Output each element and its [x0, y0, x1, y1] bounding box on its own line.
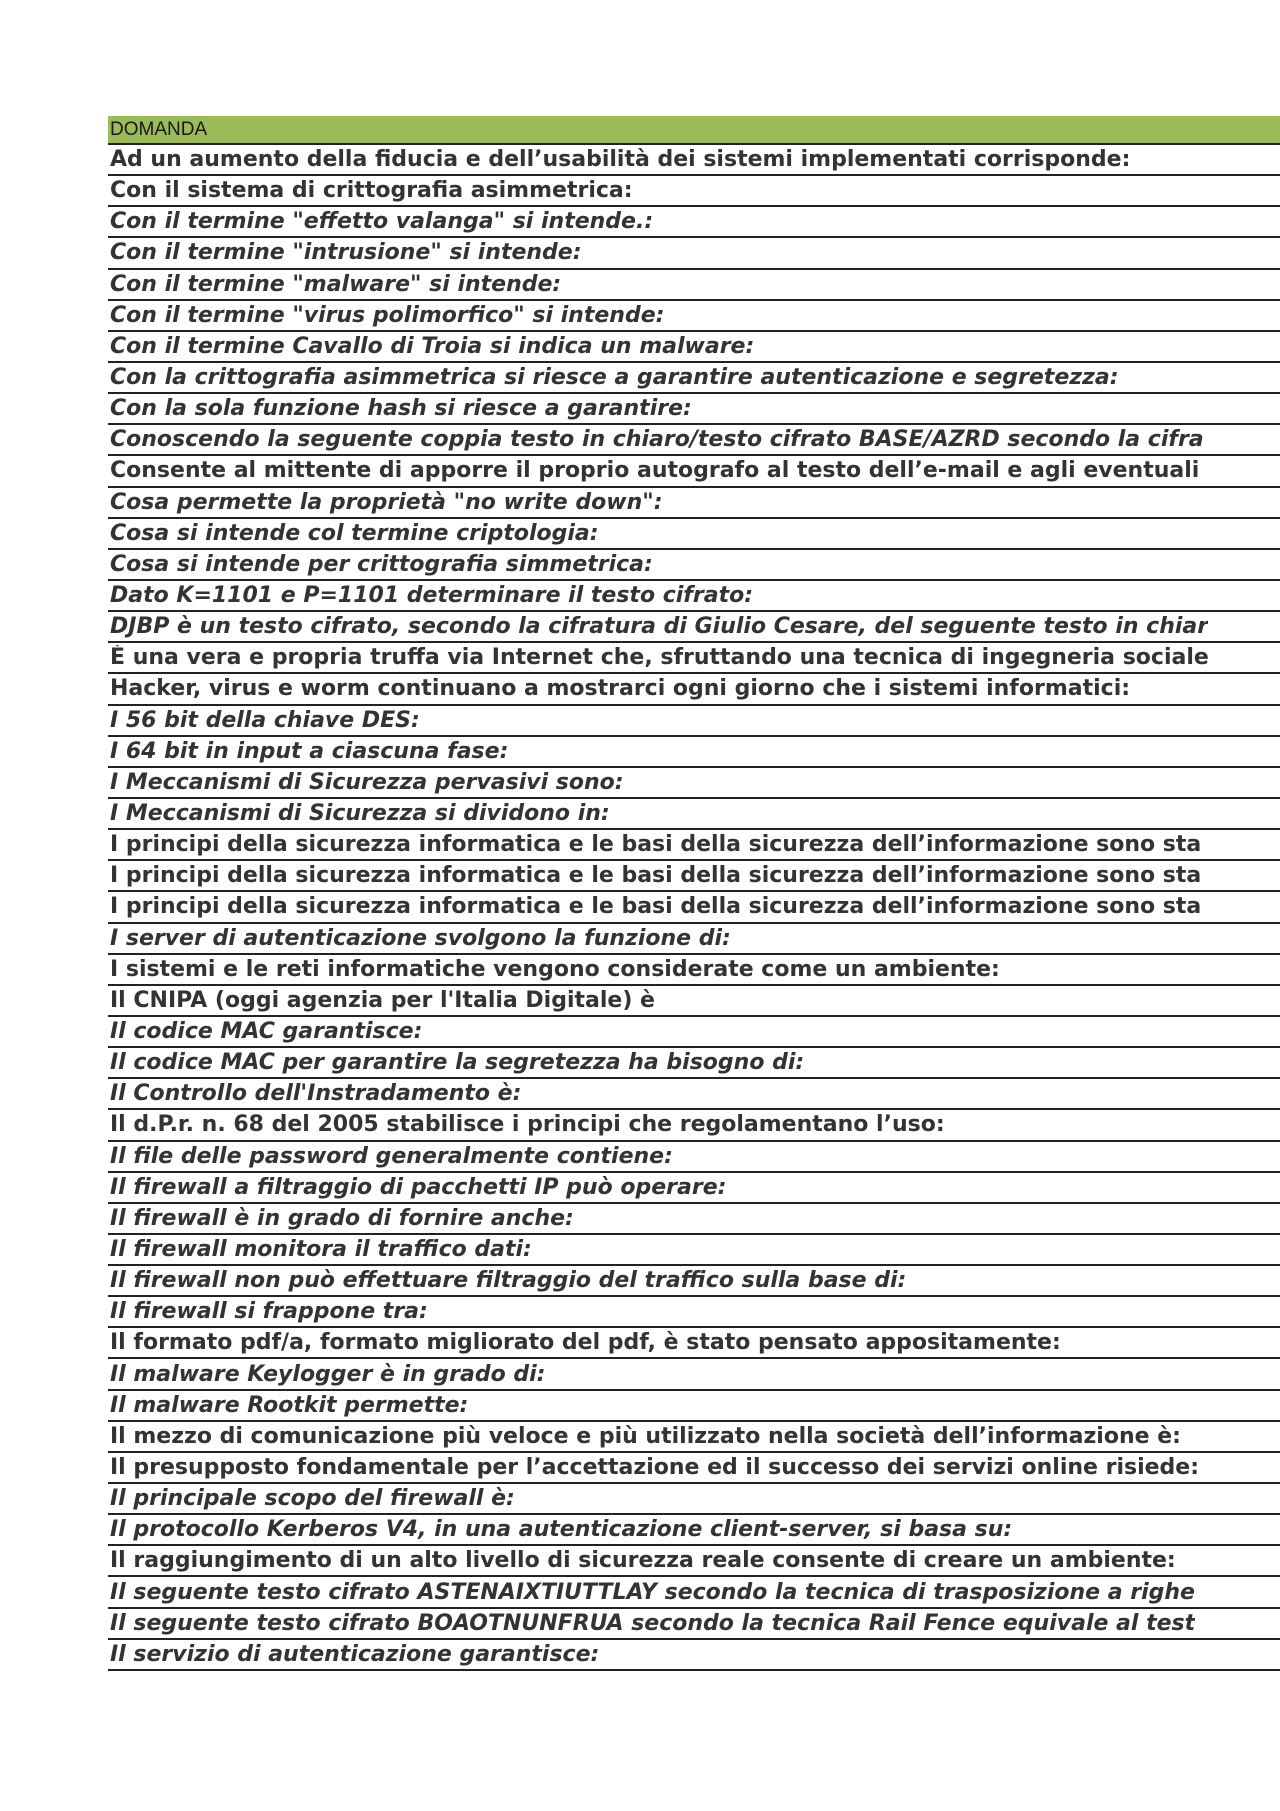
table-row[interactable]	[108, 1328, 1280, 1359]
table-row[interactable]	[108, 1609, 1280, 1640]
question-cell: I principi della sicurezza informatica e le basi della sicurezza dell’informazione sono sta	[110, 894, 1202, 920]
table-row[interactable]	[108, 799, 1280, 830]
question-cell: È una vera e propria truffa via Internet che, sfruttando una tecnica di ingegneria sociale	[110, 645, 1209, 671]
question-cell: Con il termine Cavallo di Troia si indica un malware:	[110, 333, 755, 359]
table-row[interactable]	[108, 176, 1280, 207]
table-row[interactable]	[108, 1515, 1280, 1546]
question-cell: Cosa si intende col termine criptologia:	[110, 520, 599, 546]
table-header	[108, 116, 1280, 145]
table-row[interactable]	[108, 1173, 1280, 1204]
question-cell: Il protocollo Kerberos V4, in una autenticazione client-server, si basa su:	[110, 1517, 1013, 1543]
question-cell: Conoscendo la seguente coppia testo in chiaro/testo cifrato BASE/AZRD secondo la cifra	[110, 427, 1204, 453]
table-row[interactable]	[108, 1204, 1280, 1235]
question-cell: Il formato pdf/a, formato migliorato del pdf, è stato pensato appositamente:	[110, 1330, 1061, 1356]
question-cell: Con il termine "malware" si intende:	[110, 271, 562, 297]
question-cell: Cosa permette la proprietà "no write down":	[110, 489, 663, 515]
table-row[interactable]	[108, 519, 1280, 550]
question-cell: Il Controllo dell'Instradamento è:	[110, 1081, 522, 1107]
table-row[interactable]	[108, 1577, 1280, 1608]
table-row[interactable]	[108, 986, 1280, 1017]
table-row[interactable]	[108, 550, 1280, 581]
table-row[interactable]	[108, 1235, 1280, 1266]
question-cell: Il codice MAC garantisce:	[110, 1019, 423, 1044]
question-cell: Il firewall non può effettuare filtraggio del traffico sulla base di:	[110, 1268, 907, 1294]
table-row[interactable]	[108, 1453, 1280, 1484]
question-cell: I 56 bit della chiave DES:	[110, 707, 420, 733]
header-cell-domanda: DOMANDA	[110, 118, 208, 140]
question-cell: I 64 bit in input a ciascuna fase:	[110, 738, 509, 764]
table-row[interactable]	[108, 924, 1280, 955]
table-row[interactable]	[108, 488, 1280, 519]
table-row[interactable]	[108, 1640, 1280, 1671]
table-row[interactable]	[108, 581, 1280, 612]
question-cell: Il raggiungimento di un alto livello di sicurezza reale consente di creare un ambiente:	[110, 1548, 1176, 1574]
table-row[interactable]	[108, 394, 1280, 425]
table-row[interactable]	[108, 301, 1280, 332]
question-cell: Con il termine "effetto valanga" si intende.:	[110, 209, 654, 235]
question-cell: Il seguente testo cifrato ASTENAIXTIUTTLAY secondo la tecnica di trasposizione a righe	[110, 1579, 1195, 1605]
question-cell: Il codice MAC per garantire la segretezza ha bisogno di:	[110, 1050, 805, 1076]
table-row[interactable]	[108, 1048, 1280, 1079]
table-row[interactable]	[108, 892, 1280, 923]
table-row[interactable]	[108, 1359, 1280, 1390]
table-row[interactable]	[108, 1391, 1280, 1422]
question-cell: I Meccanismi di Sicurezza pervasivi sono:	[110, 769, 624, 795]
table-row[interactable]	[108, 612, 1280, 643]
question-cell: Il servizio di autenticazione garantisce:	[110, 1641, 600, 1667]
table-row[interactable]	[108, 332, 1280, 363]
question-cell: Il CNIPA (oggi agenzia per l'Italia Digitale) è	[110, 987, 655, 1013]
question-cell: Il mezzo di comunicazione più veloce e più utilizzato nella società dell’informazione è:	[110, 1423, 1181, 1449]
table-row[interactable]	[108, 643, 1280, 674]
question-cell: Il firewall a filtraggio di pacchetti IP può operare:	[110, 1174, 727, 1200]
table-row[interactable]	[108, 1546, 1280, 1577]
question-cell: Il presupposto fondamentale per l’accettazione ed il successo dei servizi online risiede:	[110, 1454, 1200, 1480]
table-row[interactable]	[108, 830, 1280, 861]
question-cell: Con la crittografia asimmetrica si riesce a garantire autenticazione e segretezza:	[110, 365, 1119, 391]
table-row[interactable]	[108, 861, 1280, 892]
table-row[interactable]	[108, 1422, 1280, 1453]
table-row[interactable]	[108, 1297, 1280, 1328]
question-cell: Il malware Rootkit permette:	[110, 1392, 469, 1418]
question-cell: Con il termine "virus polimorfico" si intende:	[110, 302, 665, 328]
question-cell: Il firewall si frappone tra:	[110, 1299, 428, 1325]
question-cell: Hacker, virus e worm continuano a mostrarci ogni giorno che i sistemi informatici:	[110, 676, 1131, 702]
question-cell: Consente al mittente di apporre il proprio autografo al testo dell’e-mail e agli eventuali	[110, 458, 1200, 484]
table-row[interactable]	[108, 363, 1280, 394]
table-row[interactable]	[108, 706, 1280, 737]
table-row[interactable]	[108, 1484, 1280, 1515]
table-row[interactable]	[108, 270, 1280, 301]
table-row[interactable]	[108, 1017, 1280, 1048]
question-cell: Il malware Keylogger è in grado di:	[110, 1361, 546, 1387]
question-cell: Con la sola funzione hash si riesce a garantire:	[110, 396, 692, 422]
question-cell: Il seguente testo cifrato BOAOTNUNFRUA secondo la tecnica Rail Fence equivale al test	[110, 1610, 1196, 1636]
question-cell: Il d.P.r. n. 68 del 2005 stabilisce i principi che regolamentano l’uso:	[110, 1112, 945, 1138]
question-cell: Cosa si intende per crittografia simmetrica:	[110, 551, 653, 577]
question-cell: DJBP è un testo cifrato, secondo la cifratura di Giulio Cesare, del seguente testo in chiar	[110, 614, 1209, 640]
question-cell: Il file delle password generalmente contiene:	[110, 1143, 673, 1169]
table-row[interactable]	[108, 737, 1280, 768]
table-row[interactable]	[108, 1266, 1280, 1297]
table-row[interactable]	[108, 456, 1280, 487]
table-row[interactable]	[108, 674, 1280, 705]
table-row[interactable]	[108, 1110, 1280, 1141]
question-table	[108, 116, 1280, 1671]
question-cell: Dato K=1101 e P=1101 determinare il testo cifrato:	[110, 583, 753, 609]
table-row[interactable]	[108, 425, 1280, 456]
question-cell: I sistemi e le reti informatiche vengono considerate come un ambiente:	[110, 956, 1000, 982]
table-body	[108, 145, 1280, 1671]
table-row[interactable]	[108, 768, 1280, 799]
question-cell: I server di autenticazione svolgono la funzione di:	[110, 925, 731, 951]
question-cell: Con il termine "intrusione" si intende:	[110, 240, 582, 266]
table-row[interactable]	[108, 207, 1280, 238]
table-row[interactable]	[108, 145, 1280, 176]
question-cell: Il firewall è in grado di fornire anche:	[110, 1205, 574, 1231]
table-row[interactable]	[108, 238, 1280, 269]
table-row[interactable]	[108, 1079, 1280, 1110]
question-cell: Il principale scopo del firewall è:	[110, 1486, 515, 1512]
question-cell: Ad un aumento della fiducia e dell’usabilità dei sistemi implementati corrisponde:	[110, 147, 1131, 173]
question-cell: Con il sistema di crittografia asimmetrica:	[110, 178, 633, 204]
question-cell: Il firewall monitora il traffico dati:	[110, 1236, 532, 1262]
question-cell: I Meccanismi di Sicurezza si dividono in:	[110, 801, 610, 827]
table-row[interactable]	[108, 955, 1280, 986]
question-cell: I principi della sicurezza informatica e le basi della sicurezza dell’informazione sono sta	[110, 832, 1202, 858]
table-row[interactable]	[108, 1142, 1280, 1173]
question-cell: I principi della sicurezza informatica e le basi della sicurezza dell’informazione sono sta	[110, 863, 1202, 889]
